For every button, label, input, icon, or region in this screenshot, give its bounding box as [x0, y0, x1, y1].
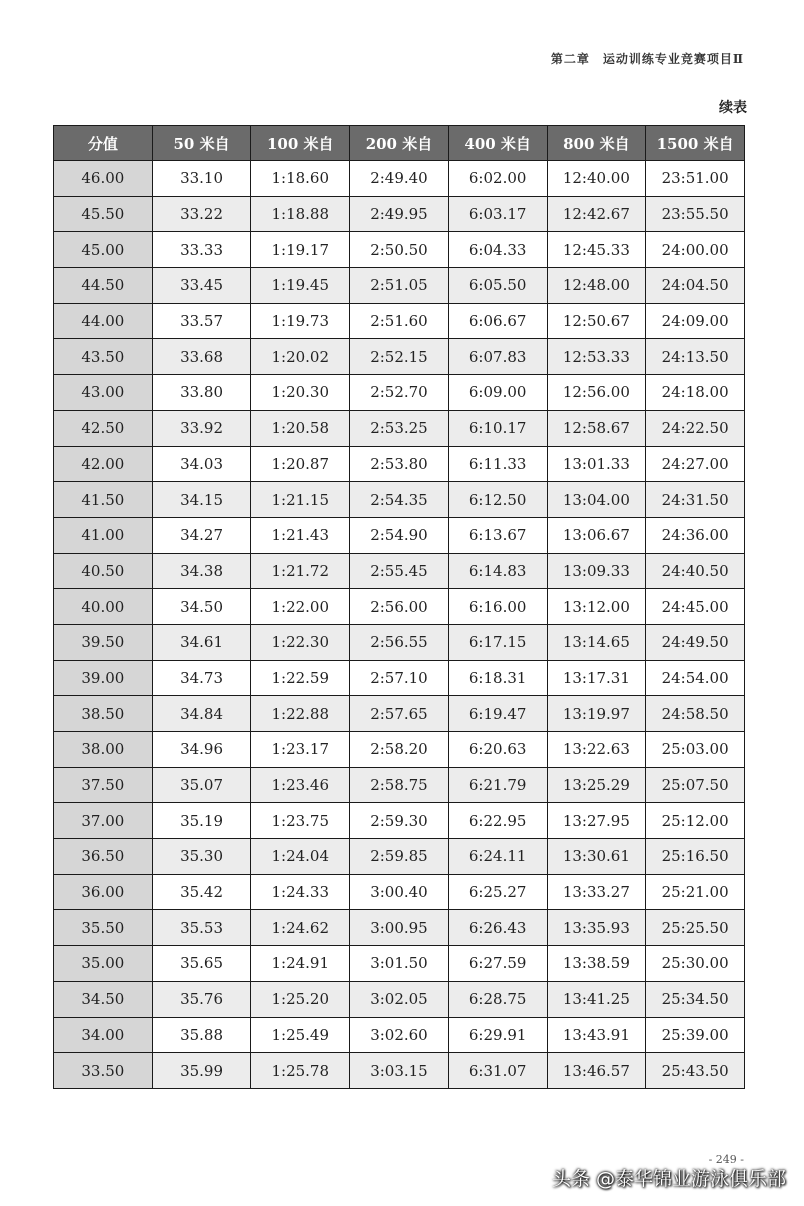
time-cell: 6:10.17: [448, 410, 547, 446]
table-row: [54, 196, 745, 232]
time-cell: 6:19.47: [448, 696, 547, 732]
time-cell: 1:25.78: [251, 1053, 350, 1089]
time-cell: 24:31.50: [646, 482, 745, 518]
table-row: [54, 839, 745, 875]
time-cell: 6:22.95: [448, 803, 547, 839]
score-cell: 38.00: [54, 732, 153, 768]
time-cell: 35.19: [152, 803, 251, 839]
time-cell: 13:25.29: [547, 767, 646, 803]
time-cell: 2:58.20: [350, 732, 449, 768]
table-row: [54, 1053, 745, 1089]
time-cell: 34.03: [152, 446, 251, 482]
time-cell: 24:00.00: [646, 232, 745, 268]
time-cell: 3:02.05: [350, 981, 449, 1017]
time-cell: 3:01.50: [350, 946, 449, 982]
time-cell: 6:31.07: [448, 1053, 547, 1089]
score-cell: 34.50: [54, 981, 153, 1017]
table-row: [54, 339, 745, 375]
score-cell: 36.50: [54, 839, 153, 875]
time-cell: 1:25.20: [251, 981, 350, 1017]
table-row: [54, 446, 745, 482]
time-cell: 35.76: [152, 981, 251, 1017]
time-cell: 35.30: [152, 839, 251, 875]
score-cell: 39.50: [54, 624, 153, 660]
time-cell: 1:24.62: [251, 910, 350, 946]
time-cell: 13:09.33: [547, 553, 646, 589]
time-cell: 33.10: [152, 161, 251, 197]
score-cell: 35.50: [54, 910, 153, 946]
time-cell: 33.22: [152, 196, 251, 232]
column-header: 100 米自: [251, 126, 350, 161]
score-cell: 40.50: [54, 553, 153, 589]
time-cell: 6:16.00: [448, 589, 547, 625]
time-cell: 6:26.43: [448, 910, 547, 946]
time-cell: 24:36.00: [646, 517, 745, 553]
time-cell: 25:30.00: [646, 946, 745, 982]
time-cell: 35.99: [152, 1053, 251, 1089]
column-header: 400 米自: [448, 126, 547, 161]
time-cell: 1:20.02: [251, 339, 350, 375]
time-cell: 3:02.60: [350, 1017, 449, 1053]
table-header-row: [54, 126, 745, 161]
time-cell: 6:02.00: [448, 161, 547, 197]
table-row: [54, 732, 745, 768]
time-cell: 2:59.30: [350, 803, 449, 839]
time-cell: 24:22.50: [646, 410, 745, 446]
watermark: 头条 @泰华锦业游泳俱乐部: [551, 1168, 786, 1190]
score-cell: 34.00: [54, 1017, 153, 1053]
time-cell: 12:53.33: [547, 339, 646, 375]
time-cell: 1:20.58: [251, 410, 350, 446]
score-cell: 38.50: [54, 696, 153, 732]
score-cell: 41.00: [54, 517, 153, 553]
time-cell: 3:00.95: [350, 910, 449, 946]
score-cell: 44.50: [54, 268, 153, 304]
time-cell: 6:04.33: [448, 232, 547, 268]
table-row: [54, 981, 745, 1017]
time-cell: 1:24.91: [251, 946, 350, 982]
time-cell: 25:25.50: [646, 910, 745, 946]
table-row: [54, 946, 745, 982]
time-cell: 13:41.25: [547, 981, 646, 1017]
time-cell: 24:40.50: [646, 553, 745, 589]
time-cell: 13:12.00: [547, 589, 646, 625]
time-cell: 13:30.61: [547, 839, 646, 875]
time-cell: 35.42: [152, 874, 251, 910]
time-cell: 2:57.65: [350, 696, 449, 732]
time-cell: 34.84: [152, 696, 251, 732]
time-cell: 1:21.15: [251, 482, 350, 518]
score-cell: 41.50: [54, 482, 153, 518]
time-cell: 6:27.59: [448, 946, 547, 982]
time-cell: 1:19.17: [251, 232, 350, 268]
time-cell: 33.45: [152, 268, 251, 304]
time-cell: 25:21.00: [646, 874, 745, 910]
time-cell: 2:57.10: [350, 660, 449, 696]
time-cell: 33.33: [152, 232, 251, 268]
time-cell: 13:06.67: [547, 517, 646, 553]
score-cell: 37.50: [54, 767, 153, 803]
time-cell: 1:22.59: [251, 660, 350, 696]
time-cell: 25:43.50: [646, 1053, 745, 1089]
time-cell: 2:53.80: [350, 446, 449, 482]
column-header: 800 米自: [547, 126, 646, 161]
time-cell: 24:13.50: [646, 339, 745, 375]
score-cell: 44.00: [54, 303, 153, 339]
time-cell: 33.80: [152, 375, 251, 411]
time-cell: 12:58.67: [547, 410, 646, 446]
time-cell: 13:01.33: [547, 446, 646, 482]
time-cell: 6:24.11: [448, 839, 547, 875]
time-cell: 6:21.79: [448, 767, 547, 803]
time-cell: 13:27.95: [547, 803, 646, 839]
table-row: [54, 517, 745, 553]
time-cell: 34.50: [152, 589, 251, 625]
time-cell: 35.65: [152, 946, 251, 982]
score-cell: 42.00: [54, 446, 153, 482]
time-cell: 35.88: [152, 1017, 251, 1053]
table-row: [54, 624, 745, 660]
time-cell: 12:48.00: [547, 268, 646, 304]
table-row: [54, 660, 745, 696]
time-cell: 13:43.91: [547, 1017, 646, 1053]
time-cell: 6:20.63: [448, 732, 547, 768]
time-cell: 1:23.75: [251, 803, 350, 839]
time-cell: 6:25.27: [448, 874, 547, 910]
time-cell: 24:04.50: [646, 268, 745, 304]
time-cell: 12:56.00: [547, 375, 646, 411]
time-cell: 6:29.91: [448, 1017, 547, 1053]
time-cell: 1:22.00: [251, 589, 350, 625]
time-cell: 13:14.65: [547, 624, 646, 660]
running-header: 第二章 运动训练专业竞赛项目Ⅱ: [550, 52, 744, 66]
column-header: 200 米自: [350, 126, 449, 161]
table-row: [54, 910, 745, 946]
time-cell: 12:50.67: [547, 303, 646, 339]
time-cell: 35.07: [152, 767, 251, 803]
time-cell: 25:16.50: [646, 839, 745, 875]
time-cell: 23:51.00: [646, 161, 745, 197]
score-cell: 43.50: [54, 339, 153, 375]
time-cell: 13:35.93: [547, 910, 646, 946]
table-row: [54, 268, 745, 304]
table-row: [54, 232, 745, 268]
time-cell: 1:22.88: [251, 696, 350, 732]
table-row: [54, 1017, 745, 1053]
time-cell: 6:09.00: [448, 375, 547, 411]
time-cell: 24:45.00: [646, 589, 745, 625]
time-cell: 6:06.67: [448, 303, 547, 339]
time-cell: 2:59.85: [350, 839, 449, 875]
table-row: [54, 410, 745, 446]
time-cell: 6:14.83: [448, 553, 547, 589]
time-cell: 13:19.97: [547, 696, 646, 732]
time-cell: 33.92: [152, 410, 251, 446]
time-cell: 2:49.40: [350, 161, 449, 197]
table-row: [54, 482, 745, 518]
time-cell: 6:07.83: [448, 339, 547, 375]
time-cell: 25:34.50: [646, 981, 745, 1017]
time-cell: 2:51.05: [350, 268, 449, 304]
time-cell: 6:28.75: [448, 981, 547, 1017]
time-cell: 34.96: [152, 732, 251, 768]
time-cell: 34.61: [152, 624, 251, 660]
time-cell: 35.53: [152, 910, 251, 946]
score-table: [53, 125, 745, 1089]
time-cell: 1:25.49: [251, 1017, 350, 1053]
time-cell: 1:18.88: [251, 196, 350, 232]
time-cell: 1:24.04: [251, 839, 350, 875]
time-cell: 2:50.50: [350, 232, 449, 268]
time-cell: 24:18.00: [646, 375, 745, 411]
table-row: [54, 874, 745, 910]
time-cell: 1:19.45: [251, 268, 350, 304]
time-cell: 25:07.50: [646, 767, 745, 803]
score-cell: 35.00: [54, 946, 153, 982]
table-row: [54, 375, 745, 411]
table-row: [54, 696, 745, 732]
score-cell: 39.00: [54, 660, 153, 696]
time-cell: 2:56.55: [350, 624, 449, 660]
time-cell: 1:20.30: [251, 375, 350, 411]
time-cell: 1:21.43: [251, 517, 350, 553]
time-cell: 33.57: [152, 303, 251, 339]
time-cell: 13:46.57: [547, 1053, 646, 1089]
time-cell: 2:58.75: [350, 767, 449, 803]
score-cell: 46.00: [54, 161, 153, 197]
score-cell: 36.00: [54, 874, 153, 910]
table-row: [54, 303, 745, 339]
time-cell: 24:49.50: [646, 624, 745, 660]
time-cell: 1:21.72: [251, 553, 350, 589]
time-cell: 13:22.63: [547, 732, 646, 768]
score-cell: 45.50: [54, 196, 153, 232]
column-header: 50 米自: [152, 126, 251, 161]
score-cell: 37.00: [54, 803, 153, 839]
time-cell: 6:03.17: [448, 196, 547, 232]
score-cell: 45.00: [54, 232, 153, 268]
time-cell: 12:45.33: [547, 232, 646, 268]
table-row: [54, 803, 745, 839]
time-cell: 13:33.27: [547, 874, 646, 910]
table-header: [54, 126, 745, 161]
time-cell: 25:12.00: [646, 803, 745, 839]
score-cell: 43.00: [54, 375, 153, 411]
time-cell: 3:00.40: [350, 874, 449, 910]
column-header: 1500 米自: [646, 126, 745, 161]
score-cell: 33.50: [54, 1053, 153, 1089]
time-cell: 2:54.35: [350, 482, 449, 518]
time-cell: 1:18.60: [251, 161, 350, 197]
time-cell: 2:49.95: [350, 196, 449, 232]
time-cell: 6:17.15: [448, 624, 547, 660]
time-cell: 1:24.33: [251, 874, 350, 910]
time-cell: 34.15: [152, 482, 251, 518]
time-cell: 25:39.00: [646, 1017, 745, 1053]
time-cell: 33.68: [152, 339, 251, 375]
time-cell: 2:53.25: [350, 410, 449, 446]
time-cell: 2:51.60: [350, 303, 449, 339]
time-cell: 12:40.00: [547, 161, 646, 197]
time-cell: 2:55.45: [350, 553, 449, 589]
time-cell: 2:52.15: [350, 339, 449, 375]
time-cell: 13:04.00: [547, 482, 646, 518]
time-cell: 6:12.50: [448, 482, 547, 518]
time-cell: 1:20.87: [251, 446, 350, 482]
time-cell: 34.38: [152, 553, 251, 589]
time-cell: 3:03.15: [350, 1053, 449, 1089]
time-cell: 1:19.73: [251, 303, 350, 339]
page-number: - 249 -: [708, 1153, 744, 1166]
time-cell: 1:23.46: [251, 767, 350, 803]
time-cell: 2:52.70: [350, 375, 449, 411]
time-cell: 34.73: [152, 660, 251, 696]
table-row: [54, 589, 745, 625]
table-body: [54, 161, 745, 1089]
time-cell: 24:09.00: [646, 303, 745, 339]
time-cell: 1:23.17: [251, 732, 350, 768]
time-cell: 2:54.90: [350, 517, 449, 553]
time-cell: 12:42.67: [547, 196, 646, 232]
time-cell: 34.27: [152, 517, 251, 553]
table-row: [54, 553, 745, 589]
time-cell: 6:18.31: [448, 660, 547, 696]
time-cell: 25:03.00: [646, 732, 745, 768]
time-cell: 24:54.00: [646, 660, 745, 696]
time-cell: 6:05.50: [448, 268, 547, 304]
score-cell: 42.50: [54, 410, 153, 446]
table-row: [54, 161, 745, 197]
time-cell: 24:27.00: [646, 446, 745, 482]
time-cell: 13:17.31: [547, 660, 646, 696]
time-cell: 2:56.00: [350, 589, 449, 625]
time-cell: 1:22.30: [251, 624, 350, 660]
table-row: [54, 767, 745, 803]
column-header: 分值: [54, 126, 153, 161]
time-cell: 6:13.67: [448, 517, 547, 553]
continued-label: 续表: [719, 100, 747, 116]
time-cell: 6:11.33: [448, 446, 547, 482]
score-cell: 40.00: [54, 589, 153, 625]
time-cell: 23:55.50: [646, 196, 745, 232]
time-cell: 13:38.59: [547, 946, 646, 982]
time-cell: 24:58.50: [646, 696, 745, 732]
